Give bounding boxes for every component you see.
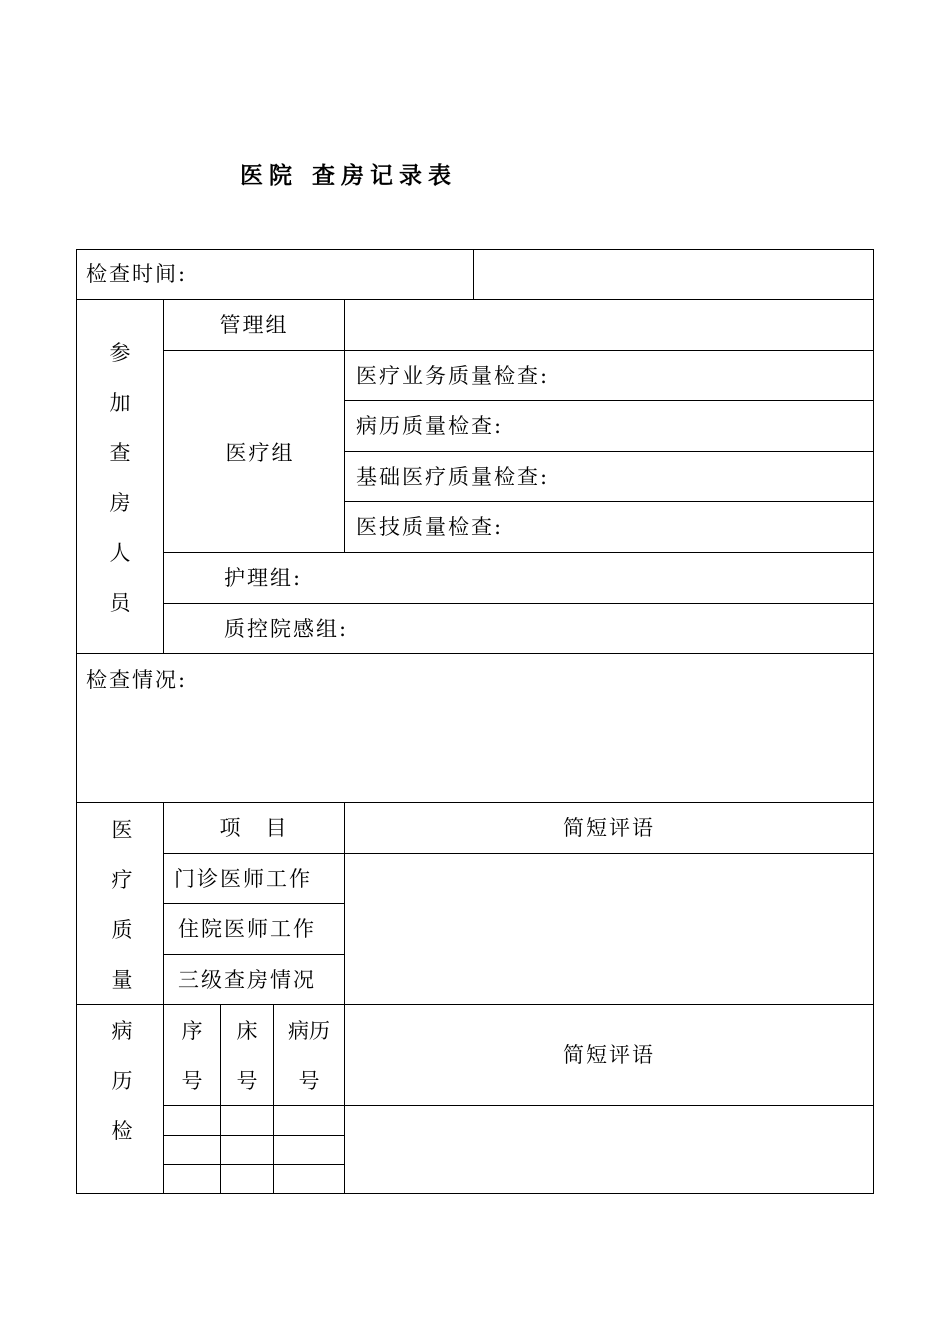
side-label-char: 查	[109, 441, 131, 465]
divider	[473, 249, 474, 300]
records-check-side-label	[102, 1006, 142, 1156]
side-label-char: 病	[111, 1019, 133, 1043]
side-label-char: 参	[109, 341, 131, 365]
record-number-column-header	[274, 1006, 344, 1106]
side-label-char: 质	[111, 918, 133, 942]
side-label-char: 量	[111, 968, 133, 992]
side-label-char: 疗	[111, 868, 133, 892]
records-comment-header: 简短评语	[563, 1043, 655, 1067]
table-border-top	[76, 249, 874, 250]
nursing-group-label: 护理组:	[224, 566, 303, 590]
item-header: 项 目	[219, 816, 289, 840]
comment-header: 简短评语	[563, 816, 655, 840]
divider	[163, 954, 345, 955]
bed-column-header	[221, 1006, 273, 1106]
table-border-left	[76, 249, 77, 1194]
divider	[76, 299, 874, 300]
divider	[76, 653, 874, 654]
divider	[163, 350, 874, 351]
medical-item-label: 基础医疗质量检查:	[356, 465, 550, 489]
side-label-char: 加	[109, 391, 131, 415]
quality-item-label: 门诊医师工作	[174, 867, 312, 891]
medical-item-label: 医疗业务质量检查:	[356, 364, 550, 388]
side-label-char: 人	[109, 541, 131, 565]
divider	[344, 501, 874, 502]
divider	[344, 451, 874, 452]
divider	[76, 1004, 874, 1005]
divider	[344, 299, 345, 553]
divider	[163, 603, 874, 604]
qc-group-label: 质控院感组:	[224, 617, 349, 641]
management-group-label: 管理组	[219, 313, 289, 337]
divider	[344, 400, 874, 401]
side-label-char: 医	[111, 818, 133, 842]
side-label-char: 房	[109, 491, 131, 515]
column-header-line: 病历	[288, 1019, 330, 1043]
table-border-right	[873, 249, 874, 1194]
medical-item-label: 医技质量检查:	[356, 515, 504, 539]
medical-quality-side-label	[102, 805, 142, 1005]
page-title: 医院 查房记录表	[240, 162, 458, 189]
column-header-line: 号	[181, 1069, 203, 1093]
divider	[163, 853, 874, 854]
medical-item-label: 病历质量检查:	[356, 414, 504, 438]
column-header-line: 床	[236, 1019, 258, 1043]
side-label-char: 历	[111, 1069, 133, 1093]
inspection-label: 检查情况:	[86, 668, 188, 692]
quality-item-label: 三级查房情况	[178, 968, 316, 992]
check-time-label: 检查时间:	[86, 262, 188, 286]
medical-group-label: 医疗组	[225, 441, 295, 465]
divider	[163, 1135, 345, 1136]
quality-item-label: 住院医师工作	[178, 917, 316, 941]
divider	[163, 903, 345, 904]
seq-column-header	[164, 1006, 220, 1106]
side-label-char: 检	[111, 1119, 133, 1143]
column-header-line: 序	[181, 1019, 203, 1043]
divider	[344, 1004, 345, 1194]
column-header-line: 号	[298, 1069, 320, 1093]
participants-side-label	[100, 328, 140, 628]
table-border-bottom	[76, 1193, 874, 1194]
side-label-char: 员	[109, 591, 131, 615]
column-header-line: 号	[236, 1069, 258, 1093]
divider	[76, 802, 874, 803]
divider	[163, 1164, 345, 1165]
divider	[163, 299, 164, 654]
divider	[163, 552, 874, 553]
